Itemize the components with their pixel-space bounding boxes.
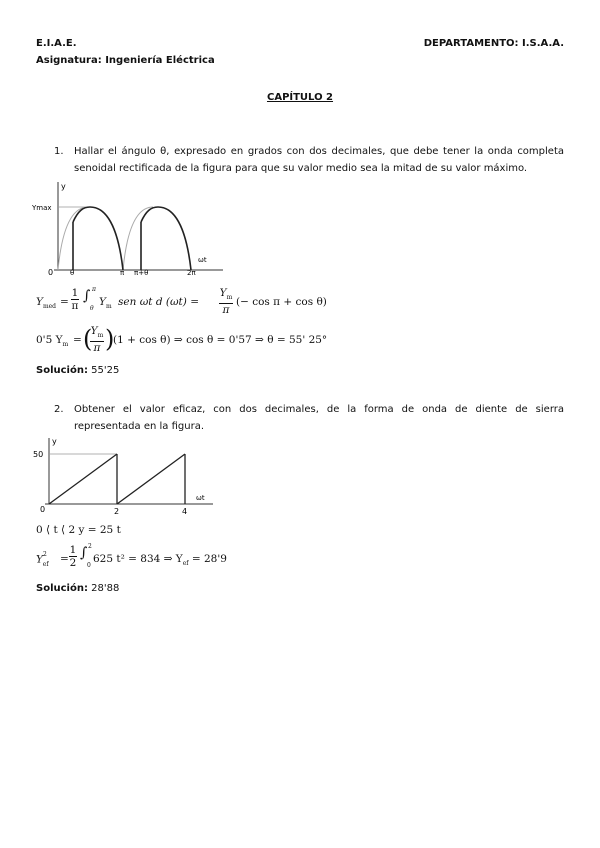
fig1-tick-pi: π bbox=[120, 269, 125, 277]
problem1-line1: Hallar el ángulo θ, expresado en grados con dos decimales, que debe tener la onda completa bbox=[74, 146, 564, 157]
fig2-ramp-1 bbox=[49, 454, 117, 504]
fig2-tick-4: 4 bbox=[182, 507, 188, 516]
fig2-origin-label: 0 bbox=[40, 505, 46, 514]
fig1-tick-2pi: 2π bbox=[187, 269, 196, 277]
fig2-x-label: ωt bbox=[196, 494, 205, 502]
fig1-x-label: ωt bbox=[198, 256, 207, 264]
fig1-sine-grey-2 bbox=[123, 207, 153, 270]
problem1-solution: Solución: 55'25 bbox=[36, 365, 120, 376]
fig2-y-label: y bbox=[52, 437, 57, 446]
problem2-line1: Obtener el valor eficaz, con dos decimales, de la forma de onda de diente de sierra bbox=[74, 404, 564, 415]
problem2-number: 2. bbox=[54, 404, 64, 415]
problem1-line2: senoidal rectificada de la figura para que su valor medio sea la mitad de su valor máximo. bbox=[74, 163, 528, 174]
figure-sawtooth bbox=[28, 432, 218, 518]
fig1-ymax-label: Ymax bbox=[32, 204, 52, 212]
fig1-lobe-1 bbox=[73, 207, 123, 270]
fig1-y-label: y bbox=[61, 182, 66, 191]
header-right: DEPARTAMENTO: I.S.A.A. bbox=[423, 38, 564, 49]
figure-rectified-sine bbox=[28, 178, 228, 278]
problem2-line2: representada en la figura. bbox=[74, 421, 204, 432]
problem2-solution: Solución: 28'88 bbox=[36, 583, 120, 594]
chapter-title: CAPÍTULO 2 bbox=[266, 92, 334, 103]
fig2-tick-2: 2 bbox=[114, 507, 120, 516]
fig2-ramp-2 bbox=[117, 454, 185, 504]
subject-line: Asignatura: Ingeniería Eléctrica bbox=[36, 55, 215, 66]
fig1-origin-label: 0 bbox=[48, 268, 54, 277]
fig2-50-label: 50 bbox=[33, 450, 44, 459]
problem2-equation-1: 0 ⟨ t ⟨ 2 y = 25 t bbox=[36, 524, 121, 536]
fig1-lobe-2 bbox=[141, 207, 191, 270]
fig1-tick-theta: θ bbox=[70, 269, 75, 277]
header-left: E.I.A.E. bbox=[36, 38, 77, 49]
fig1-tick-pi-theta: π+θ bbox=[134, 269, 149, 277]
problem1-number: 1. bbox=[54, 146, 64, 157]
